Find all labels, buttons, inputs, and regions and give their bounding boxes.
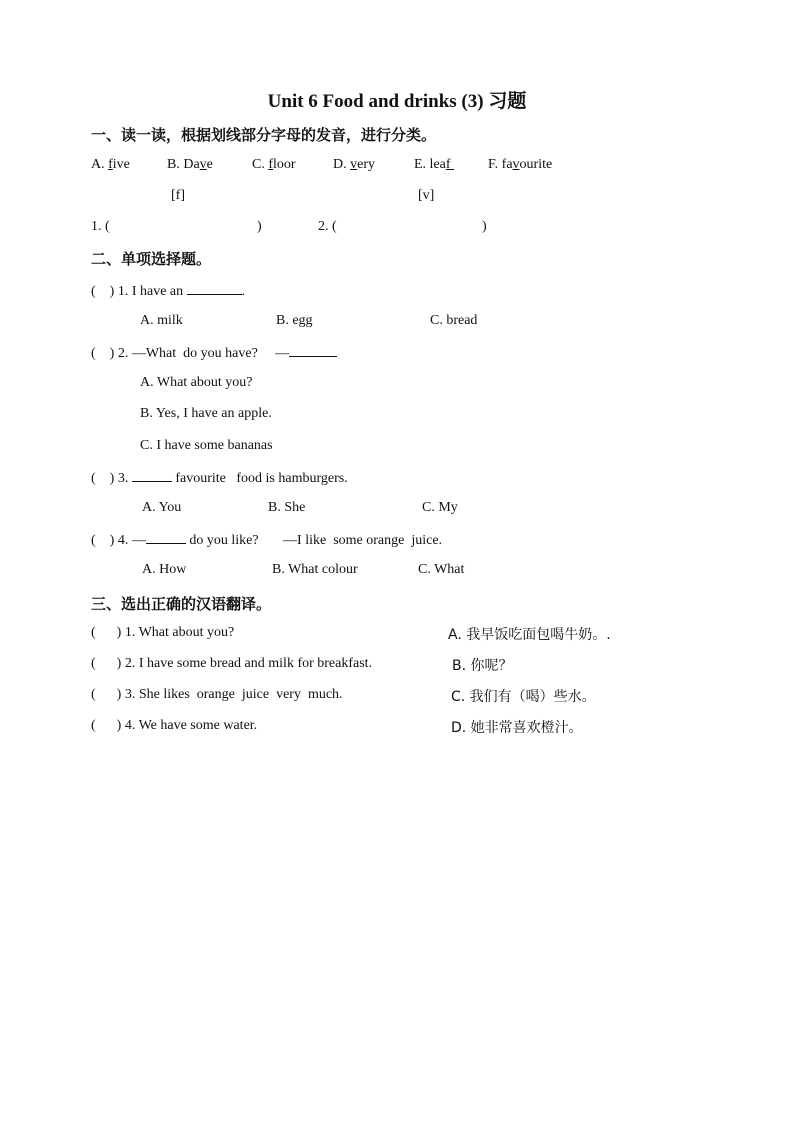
answer-paren: ( ) — [91, 656, 122, 671]
answer-blank — [146, 531, 186, 544]
question-2: ( ) 2. —What do you have? — — [91, 344, 337, 362]
translation-option-a: A. 我早饭吃面包喝牛奶。. — [448, 627, 611, 643]
answer-paren: ( ) — [91, 625, 122, 640]
section3-heading: 三、选出正确的汉语翻译。 — [91, 595, 272, 613]
answer2-close: ) — [482, 219, 487, 234]
q2-option-c: C. I have some bananas — [140, 438, 273, 453]
answer1-open: 1. ( — [91, 219, 110, 234]
translation-option-c: C. 我们有（喝）些水。 — [451, 689, 596, 705]
q2-option-b: B. Yes, I have an apple. — [140, 406, 272, 421]
q1-option-b: B. egg — [276, 313, 313, 328]
q2-option-a: A. What about you? — [140, 375, 253, 390]
option-a: A. five — [91, 157, 130, 172]
option-e: E. leaf — [414, 157, 455, 172]
q3-option-c: C. My — [422, 500, 458, 515]
answer-blank — [132, 469, 172, 482]
translation-option-b: B. 你呢？ — [452, 658, 513, 674]
option-b: B. Dave — [167, 157, 213, 172]
translation-item: ( ) 4. We have some water. — [91, 718, 258, 733]
translation-option-d: D. 她非常喜欢橙汁。 — [451, 720, 583, 736]
page-title — [0, 86, 794, 113]
answer-paren: ( ) — [91, 346, 115, 361]
answer2-open: 2. ( — [318, 219, 337, 234]
translation-item: ( ) 1. What about you? — [91, 625, 235, 640]
question-1: ( ) 1. I have an . — [91, 284, 246, 299]
question-3: ( ) 3. favourite food is hamburgers. — [91, 471, 348, 486]
option-c: C. floor — [252, 157, 296, 172]
answer-paren: ( ) — [91, 718, 122, 733]
q1-option-c: C. bread — [430, 313, 478, 328]
option-d: D. very — [333, 157, 376, 172]
title-english: Unit 6 Food and drinks (3) — [267, 91, 484, 112]
q4-option-b: B. What colour — [272, 562, 358, 577]
q3-option-b: B. She — [268, 500, 306, 515]
section2-heading: 二、单项选择题。 — [91, 250, 212, 268]
section1-heading: 一、读一读，根据划线部分字母的发音，进行分类。 — [91, 126, 437, 144]
answer-blank — [187, 282, 242, 295]
answer-paren: ( ) — [91, 687, 122, 702]
answer-blank — [289, 344, 337, 357]
title-chinese: 习题 — [488, 90, 527, 112]
phonetic-f: [f] — [171, 188, 185, 203]
q3-option-a: A. You — [142, 500, 182, 515]
q1-option-a: A. milk — [140, 313, 183, 328]
answer-paren: ( ) — [91, 284, 115, 299]
q4-option-c: C. What — [418, 562, 465, 577]
translation-item: ( ) 2. I have some bread and milk for breakfast. — [91, 656, 373, 671]
answer1-close: ) — [257, 219, 262, 234]
translation-item: ( ) 3. She likes orange juice very much. — [91, 687, 343, 702]
option-f: F. favourite — [488, 157, 553, 172]
answer-paren: ( ) — [91, 471, 115, 486]
q4-option-a: A. How — [142, 562, 187, 577]
answer-paren: ( ) — [91, 533, 115, 548]
phonetic-v: [v] — [418, 188, 435, 203]
question-4: ( ) 4. — do you like? —I like some orange juice. — [91, 533, 443, 548]
